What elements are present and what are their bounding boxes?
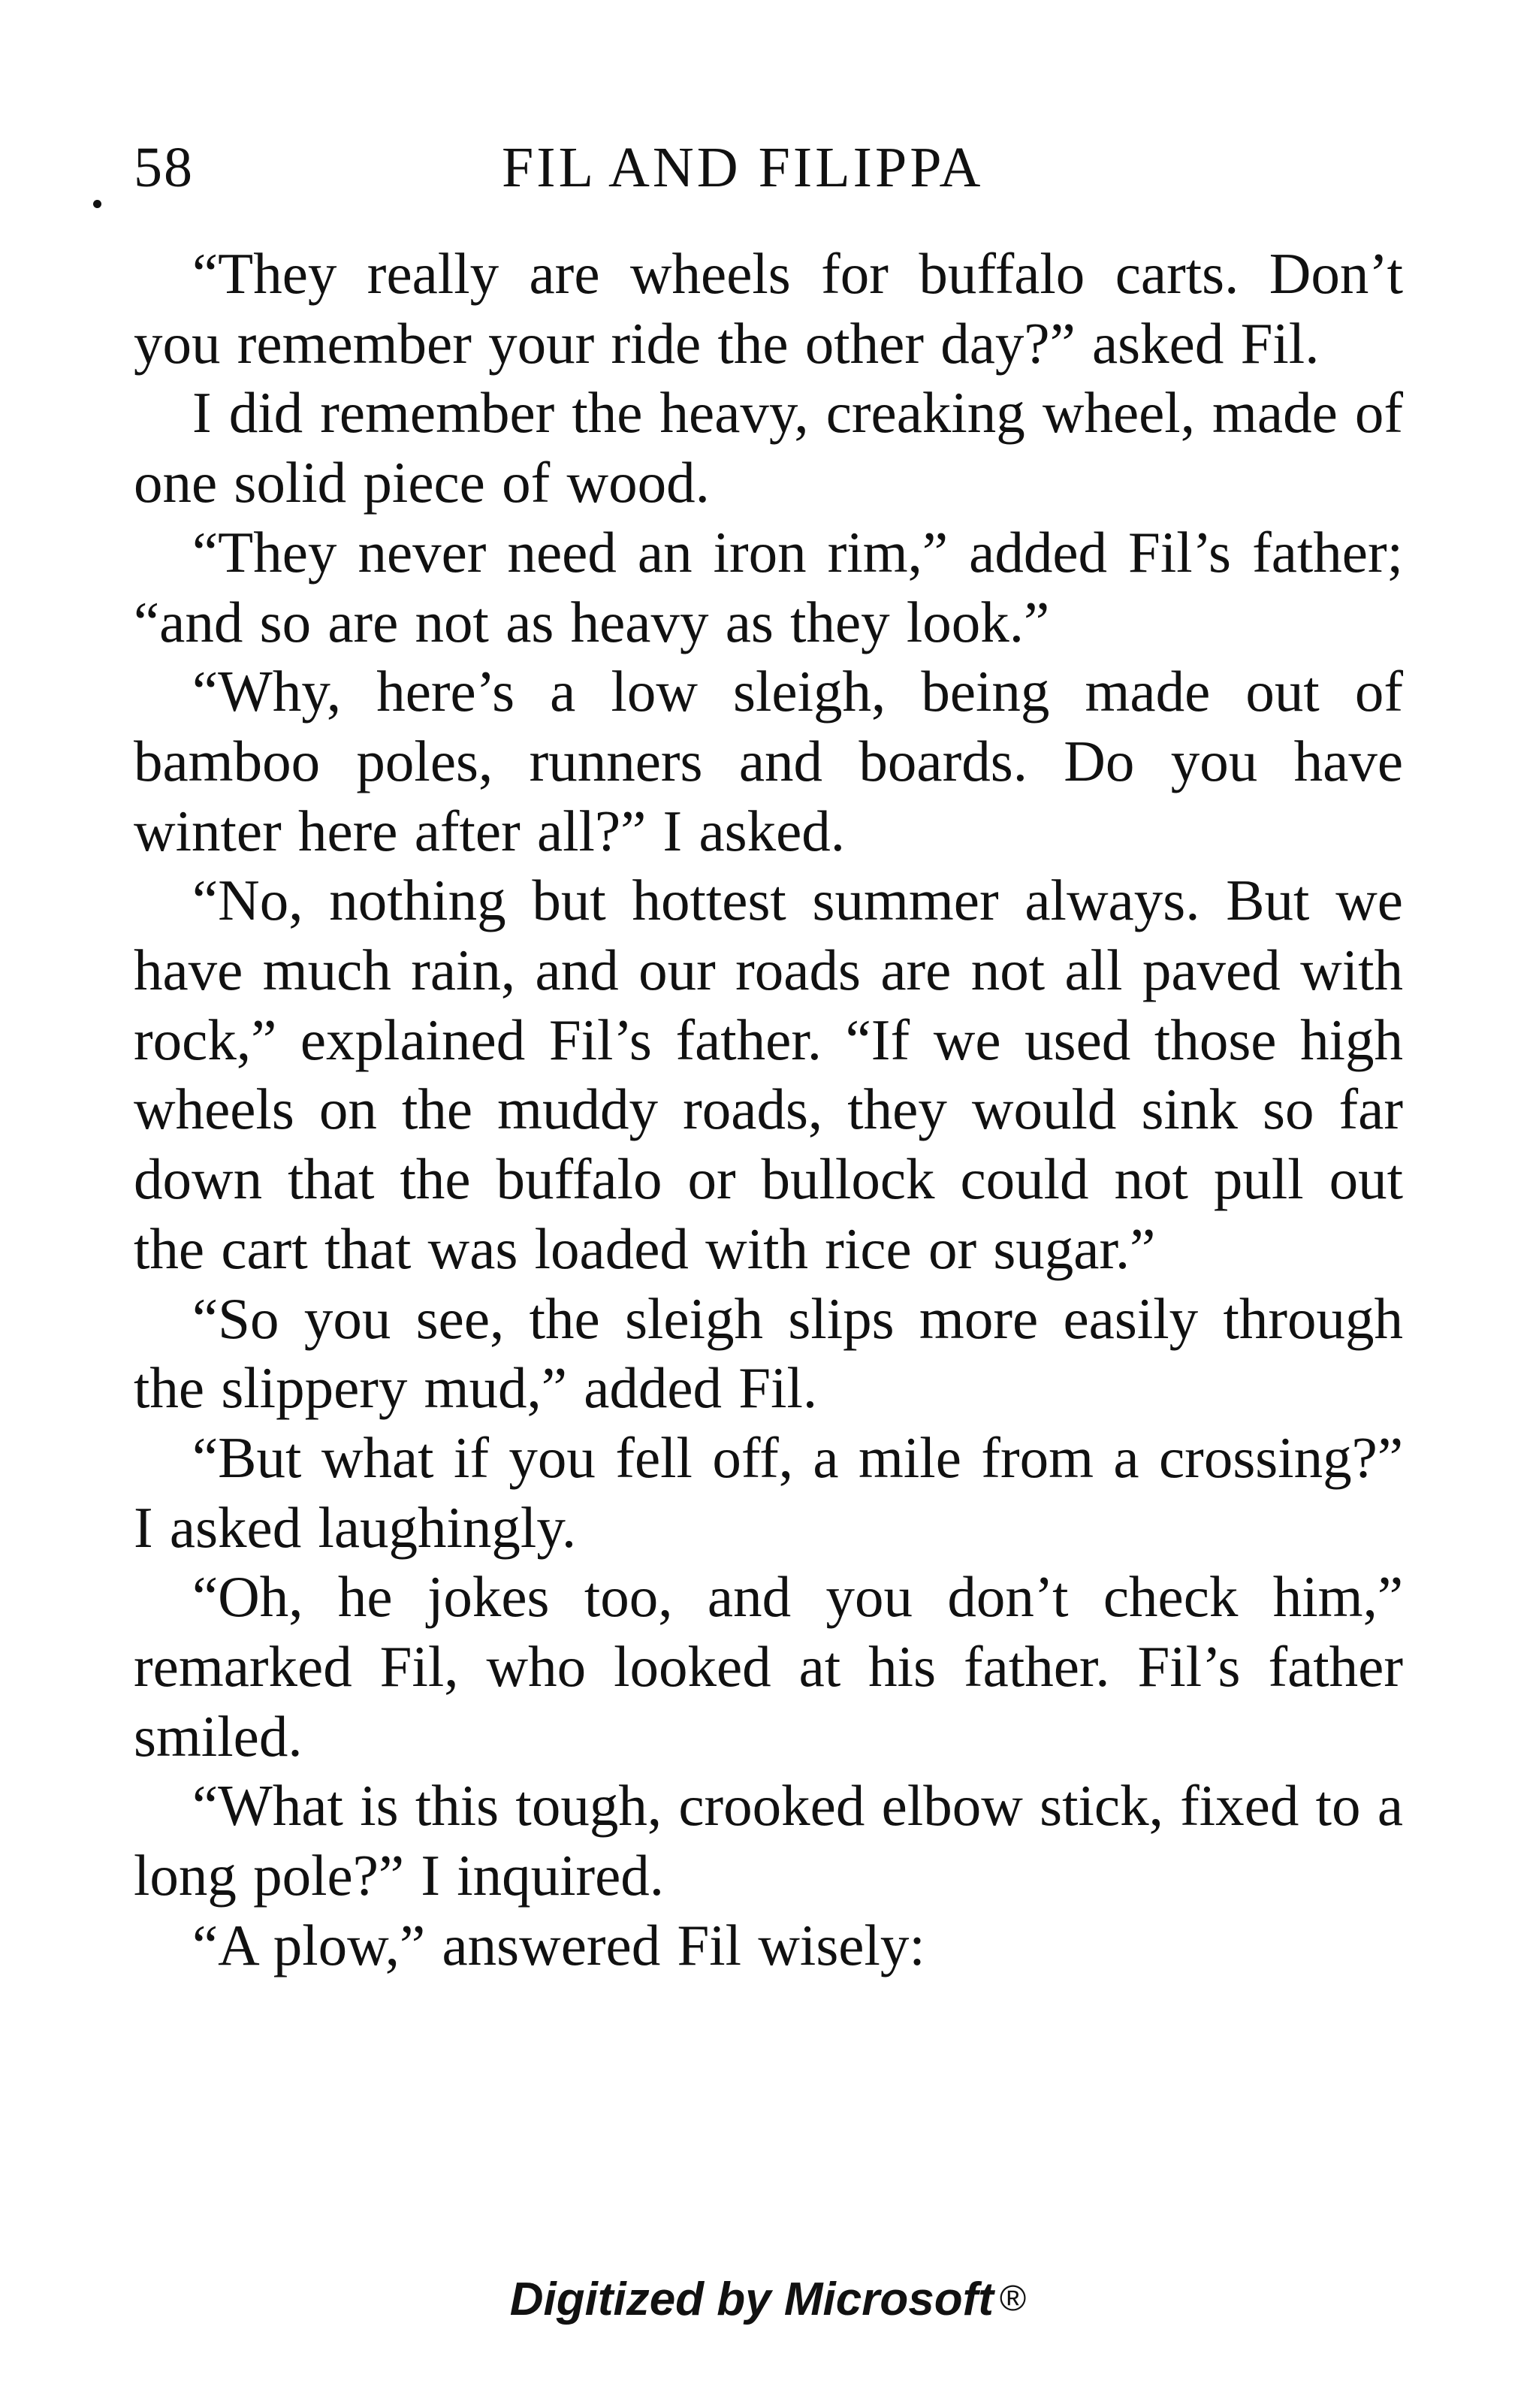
page-header [134, 126, 1403, 209]
body-text [134, 239, 1403, 1980]
paragraph: “What is this tough, crooked elbow stick, fixed to a long pole?” I inquired. [134, 1773, 1403, 1908]
paragraph: “No, nothing but hottest summer always. But we have much rain, and our roads are not all paved with rock,” explained Fil’s father. “If we used those high wheels on the muddy roads, they would sink so far down that the buffalo or bullock could not pull out the cart that was loaded with rice or sugar.” [134, 868, 1403, 1281]
paragraph: “But what if you fell off, a mile from a crossing?” I asked laughingly. [134, 1425, 1403, 1560]
paragraph: “They really are wheels for buffalo carts. Don’t you remember your ride the other day?” asked Fil. [134, 241, 1403, 376]
paragraph: “A plow,” answered Fil wisely: [192, 1912, 925, 1977]
stray-ink-dot [93, 200, 101, 208]
running-title: FIL AND FILIPPA [502, 136, 984, 199]
page-number: 58 [134, 136, 194, 199]
paragraph: I did remember the heavy, creaking wheel, made of one solid piece of wood. [134, 380, 1403, 515]
watermark-text: Digitized by Microsoft [509, 2274, 994, 2325]
paragraph: “They never need an iron rim,” added Fil’s father; “and so are not as heavy as they look.” [134, 519, 1403, 654]
digitization-watermark [0, 2269, 1536, 2330]
paragraph: “Why, here’s a low sleigh, being made out of bamboo poles, runners and boards. Do you have winter here after all?” I asked. [134, 659, 1403, 863]
paragraph: “So you see, the sleigh slips more easily through the slippery mud,” added Fil. [134, 1286, 1403, 1421]
paragraph: “Oh, he jokes too, and you don’t check him,” remarked Fil, who looked at his father. Fil’s father smiled. [134, 1564, 1403, 1769]
registered-trademark-icon: ® [999, 2279, 1027, 2319]
